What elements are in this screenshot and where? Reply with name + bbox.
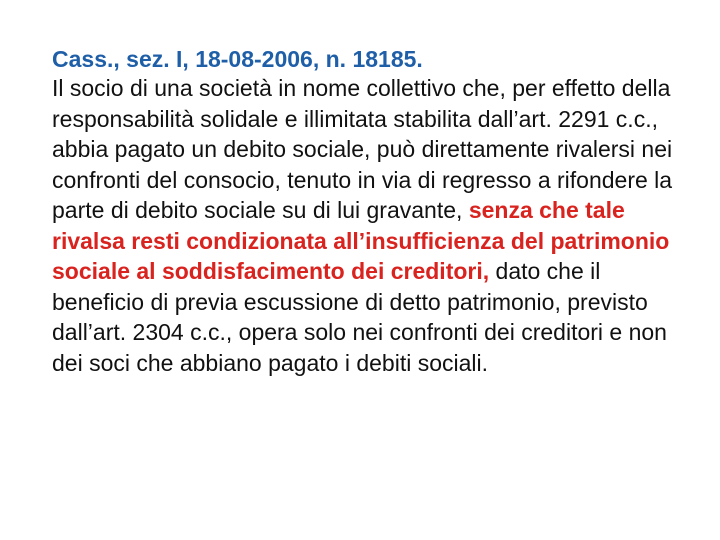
ruling-highlight: senza che tale rivalsa resti condizionata all’insufficienza del patrimonio sociale al soddisfacimento dei creditori, [52,197,670,284]
citation-title: Cass., sez. I, 18-08-2006, n. 18185. [52,46,423,72]
ruling-text-part1: Il socio di una società in nome collettivo che, per effetto della responsabilità solidale e illimitata stabilita dall’art. 2291 c.c., abbia pagato un debito sociale, può direttamente rivalersi nei confronti del consocio, tenuto in via di regresso a rifondere la parte di debito sociale su di lui gravante, [52,75,673,223]
ruling-text-part2: dato che il beneficio di previa escussione di detto patrimonio, previsto dall’art. 2304 c.c., opera solo nei confronti dei creditori e non dei soci che abbiano pagato i debiti sociali. [52,258,667,376]
ruling-paragraph [52,73,692,378]
slide-content [52,46,692,378]
